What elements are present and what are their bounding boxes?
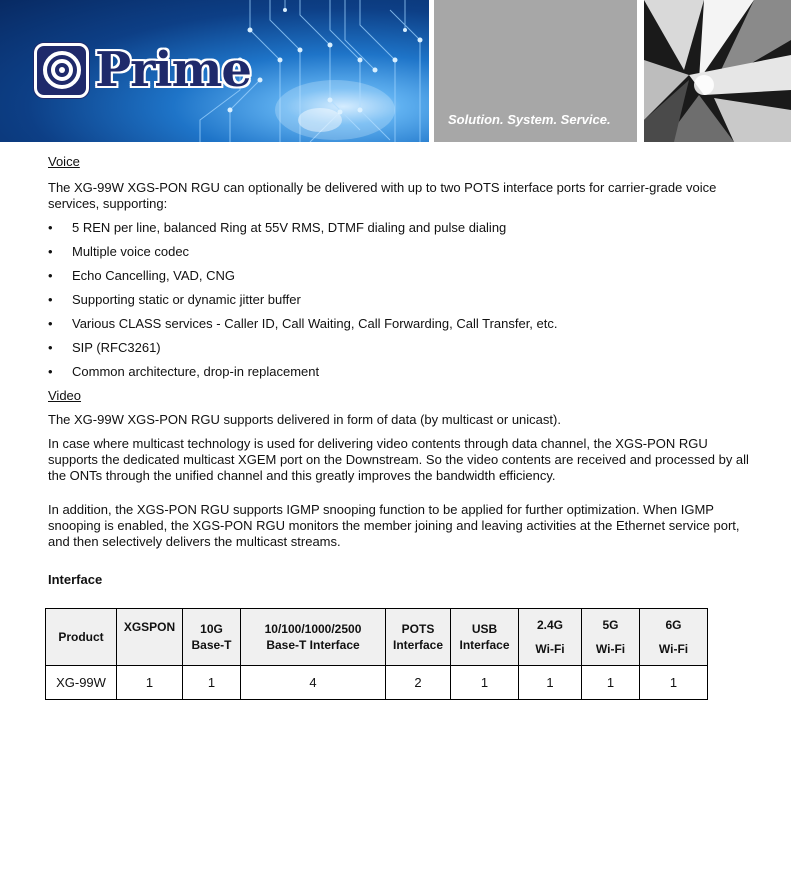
list-item: • SIP (RFC3261) xyxy=(48,340,760,356)
video-paragraph-2: In case where multicast technology is used for delivering video contents through data channel, the XGS-PON RGU supports the dedicated multicast XGEM port on the Downstream. So the video contents are received and processed by all the ONTs through the unified channel and this greatly improves the bandwidth efficiency. xyxy=(48,436,749,483)
document-body xyxy=(48,154,760,588)
table-cell: 4 xyxy=(241,666,386,700)
circuit-board-image xyxy=(0,0,429,142)
column-header: Product xyxy=(46,609,117,666)
interface-heading: Interface xyxy=(48,572,103,587)
table-cell: 1 xyxy=(183,666,241,700)
video-heading: Video xyxy=(48,388,82,403)
column-header: 10G Base-T xyxy=(183,609,241,666)
interface-table-container xyxy=(45,608,708,700)
table-cell: 1 xyxy=(582,666,640,700)
table-cell: 2 xyxy=(386,666,451,700)
video-paragraph-1: The XG-99W XGS-PON RGU supports delivered in form of data (by multicast or unicast). xyxy=(48,412,561,427)
tagline-panel xyxy=(434,0,637,142)
voice-intro: The XG-99W XGS-PON RGU can optionally be delivered with up to two POTS interface ports for carrier-grade voice services, supporting: xyxy=(48,180,717,211)
header-banner xyxy=(0,0,791,142)
list-item: • Supporting static or dynamic jitter buffer xyxy=(48,292,760,308)
prime-logo xyxy=(34,42,251,98)
target-icon xyxy=(34,43,89,98)
table-header-row xyxy=(46,609,708,666)
table-cell: XG-99W xyxy=(46,666,117,700)
column-header: 10/100/1000/2500 Base-T Interface xyxy=(241,609,386,666)
column-header: USB Interface xyxy=(451,609,519,666)
list-item: • 5 REN per line, balanced Ring at 55V RMS, DTMF dialing and pulse dialing xyxy=(48,220,760,236)
voice-feature-list xyxy=(48,220,760,380)
table-cell: 1 xyxy=(451,666,519,700)
table-row xyxy=(46,666,708,700)
column-header: 2.4G Wi-Fi xyxy=(519,609,582,666)
column-header: XGSPON xyxy=(117,609,183,666)
list-item: • Multiple voice codec xyxy=(48,244,760,260)
video-paragraph-3: In addition, the XGS-PON RGU supports IGMP snooping function to be applied for further optimization. When IGMP snooping is enabled, the XGS-PON RGU monitors the member joining and leaving activities at the Ethernet service port, and then selectively delivers the multicast streams. xyxy=(48,502,740,549)
list-item: • Common architecture, drop-in replacement xyxy=(48,364,760,380)
table-cell: 1 xyxy=(519,666,582,700)
list-item: • Echo Cancelling, VAD, CNG xyxy=(48,268,760,284)
column-header: 5G Wi-Fi xyxy=(582,609,640,666)
interface-table xyxy=(45,608,708,700)
column-header: 6G Wi-Fi xyxy=(640,609,708,666)
abstract-swirl-graphic xyxy=(644,0,791,142)
table-cell: 1 xyxy=(117,666,183,700)
tagline: Solution. System. Service. xyxy=(448,112,611,127)
list-item: • Various CLASS services - Caller ID, Call Waiting, Call Forwarding, Call Transfer, etc. xyxy=(48,316,760,332)
brand-name: Prime xyxy=(95,42,251,98)
column-header: POTS Interface xyxy=(386,609,451,666)
abstract-art-image xyxy=(644,0,791,142)
table-cell: 1 xyxy=(640,666,708,700)
voice-heading: Voice xyxy=(48,154,80,169)
